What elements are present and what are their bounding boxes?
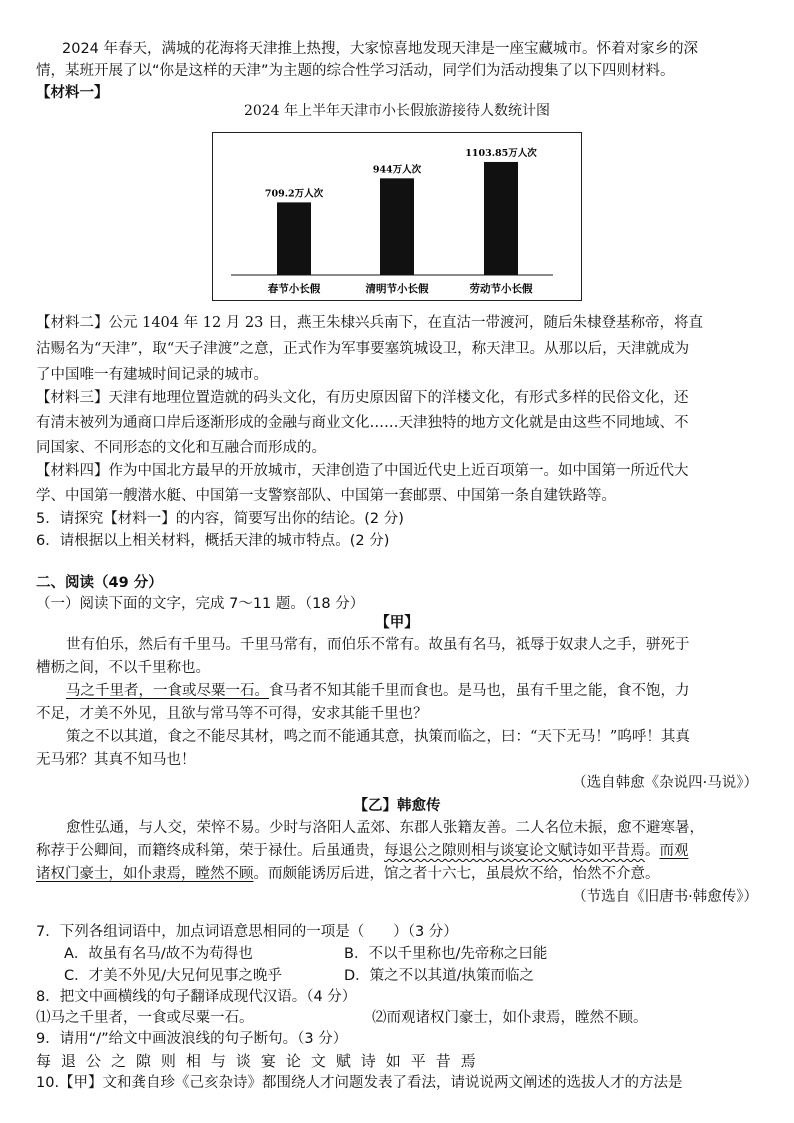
material-3-line-2: 有清末被列为通商口岸后逐渐形成的金融与商业文化……天津独特的地方文化就是由这些不同地域、不 (36, 415, 689, 431)
material-3-line-3: 同国家、不同形态的文化和互融合而形成的。 (36, 440, 326, 456)
jia-underlined-sentence: 马之千里者，一食或尽粟一石。 (66, 683, 269, 699)
chart-category-label: 劳动节小长假 (469, 283, 533, 295)
yi-underlined-start: 而观 (659, 843, 689, 859)
material-1-label: 【材料一】 (36, 85, 109, 101)
q9-char: 则 (160, 1052, 176, 1070)
jia-source: （选自韩愈《杂说四·马说》） (572, 775, 758, 791)
chart-bar (277, 202, 311, 275)
yi-line-1: 愈性弘通，与人交，荣悴不易。少时与洛阳人孟郊、东郡人张籍友善。二人名位未振，愈不避寒暑， (66, 820, 704, 836)
question-7-option-d: D．策之不以其道/执策而临之 (344, 968, 535, 984)
jia-p2-line-2: 不足，才美不外见，且欲与常马等不可得，安求其能千里也？ (36, 706, 428, 722)
q9-char: 论 (285, 1052, 301, 1070)
question-7: 7．下列各组词语中，加点词语意思相同的一项是（ ）（3 分） (36, 924, 458, 940)
question-8-item-2: ⑵而观诸权门豪士，如仆隶焉，瞠然不顾。 (372, 1010, 648, 1026)
chart-bar (484, 162, 518, 275)
yi-line-2-a: 称荐于公卿间，而籍终成科第，荣于禄仕。后虽通贵， (36, 843, 384, 859)
q9-char: 昔 (435, 1052, 451, 1070)
q9-char: 焉 (460, 1052, 476, 1070)
section-2-sub-1: （一）阅读下面的文字，完成 7～11 题。（18 分） (36, 596, 365, 612)
chart-data-label: 709.2万人次 (264, 188, 324, 200)
q9-char: 赋 (335, 1052, 351, 1070)
q9-char: 诗 (360, 1052, 376, 1070)
q9-char: 隙 (135, 1052, 151, 1070)
passage-yi-label: 【乙】韩愈传 (353, 798, 441, 814)
jia-p3-line-1: 策之不以其道，食之不能尽其材，鸣之而不能通其意，执策而临之，曰：“天下无马！”呜呼！其真 (66, 729, 690, 745)
yi-line-3 (36, 863, 758, 885)
q9-char: 如 (385, 1052, 401, 1070)
q9-char: 每 (36, 1052, 52, 1070)
material-2-line-3: 了中国唯一有建城时间记录的城市。 (36, 367, 268, 383)
q9-char: 平 (410, 1052, 426, 1070)
q9-char: 退 (60, 1052, 76, 1070)
material-2-line-2: 沽赐名为“天津”，取“天子津渡”之意，正式作为军事要塞筑城设卫，称天津卫。从那以后，天津就成为 (36, 341, 690, 357)
yi-line-2 (36, 840, 758, 862)
bar-chart (212, 132, 582, 301)
chart-bar (380, 178, 414, 275)
question-6: 6．请根据以上相关材料，概括天津的城市特点。(2 分) (36, 533, 390, 549)
jia-p3-line-2: 无马邪？其真不知马也！ (36, 752, 196, 768)
jia-p1-line-1: 世有伯乐，然后有千里马。千里马常有，而伯乐不常有。故虽有名马，祗辱于奴隶人之手，骈死于 (66, 637, 690, 653)
question-7-option-c: C．才美不外见/大兄何见事之晚乎 (64, 968, 283, 984)
jia-p1-line-2: 槽枥之间，不以千里称也。 (36, 660, 210, 676)
material-4-line-1: 【材料四】作为中国北方最早的开放城市，天津创造了中国近代史上近百项第一。如中国第一所近代大 (36, 463, 689, 479)
question-8: 8．把文中画横线的句子翻译成现代汉语。（4 分） (36, 989, 357, 1005)
material-4-line-2: 学、中国第一艘潜水艇、中国第一支警察部队、中国第一套邮票、中国第一条自建铁路等。 (36, 488, 616, 504)
passage-jia-label: 【甲】 (375, 615, 419, 631)
q9-char: 公 (85, 1052, 101, 1070)
jia-p2-line-1 (36, 680, 758, 702)
chart-svg (213, 133, 581, 300)
intro-line-1: 2024 年春天，满城的花海将天津推上热搜，大家惊喜地发现天津是一座宝藏城市。怀着对家乡的深 (62, 41, 699, 57)
chart-category-label: 春节小长假 (267, 283, 321, 295)
question-9-sentence (36, 1050, 476, 1072)
yi-line-3-rest: 。而颇能诱厉后进，馆之者十六七，虽晨炊不给，怡然不介意。 (253, 866, 660, 882)
chart-data-label: 944万人次 (372, 164, 422, 176)
question-7-option-b: B．不以千里称也/先帝称之曰能 (344, 946, 548, 962)
chart-data-label: 1103.85万人次 (465, 147, 537, 159)
question-8-item-1: ⑴马之千里者，一食或尽粟一石。 (36, 1010, 254, 1026)
q9-char: 谈 (235, 1052, 251, 1070)
yi-line-2-b: 。 (645, 843, 660, 859)
intro-line-2: 情，某班开展了以“你是这样的天津”为主题的综合性学习活动，同学们为活动搜集了以下四则材料。 (36, 63, 675, 79)
material-2-line-1: 【材料二】公元 1404 年 12 月 23 日，燕王朱棣兴兵南下，在直沽一带渡河，随后朱棣登基称帝，将直 (36, 315, 703, 331)
jia-p2-rest: 食马者不知其能千里而食也。是马也，虽有千里之能，食不饱，力 (269, 683, 690, 699)
chart-category-label: 清明节小长假 (365, 283, 429, 295)
q9-char: 之 (110, 1052, 126, 1070)
material-3-line-1: 【材料三】天津有地理位置造就的码头文化，有历史原因留下的洋楼文化，有形式多样的民俗文化，还 (36, 390, 689, 406)
question-10: 10.【甲】文和龚自珍《己亥杂诗》都围绕人才问题发表了看法，请说说两文阐述的选拔人才的方法是 (36, 1075, 683, 1091)
yi-wavy-sentence: 每退公之隙则相与谈宴论文赋诗如平昔焉 (384, 843, 645, 859)
section-2-heading: 二、阅读（49 分） (36, 575, 163, 591)
q9-char: 与 (210, 1052, 226, 1070)
chart-title: 2024 年上半年天津市小长假旅游接待人数统计图 (243, 103, 551, 119)
yi-source: （节选自《旧唐书·韩愈传》） (572, 889, 758, 905)
q9-char: 文 (310, 1052, 326, 1070)
question-5: 5．请探究【材料一】的内容，简要写出你的结论。(2 分) (36, 511, 404, 527)
question-9: 9．请用“/”给文中画波浪线的句子断句。（3 分） (36, 1031, 348, 1047)
question-7-option-a: A．故虽有名马/故不为苟得也 (64, 946, 253, 962)
q9-char: 宴 (260, 1052, 276, 1070)
q9-char: 相 (185, 1052, 201, 1070)
yi-underlined-sentence: 诸权门豪士，如仆隶焉，瞠然不顾 (36, 866, 254, 882)
